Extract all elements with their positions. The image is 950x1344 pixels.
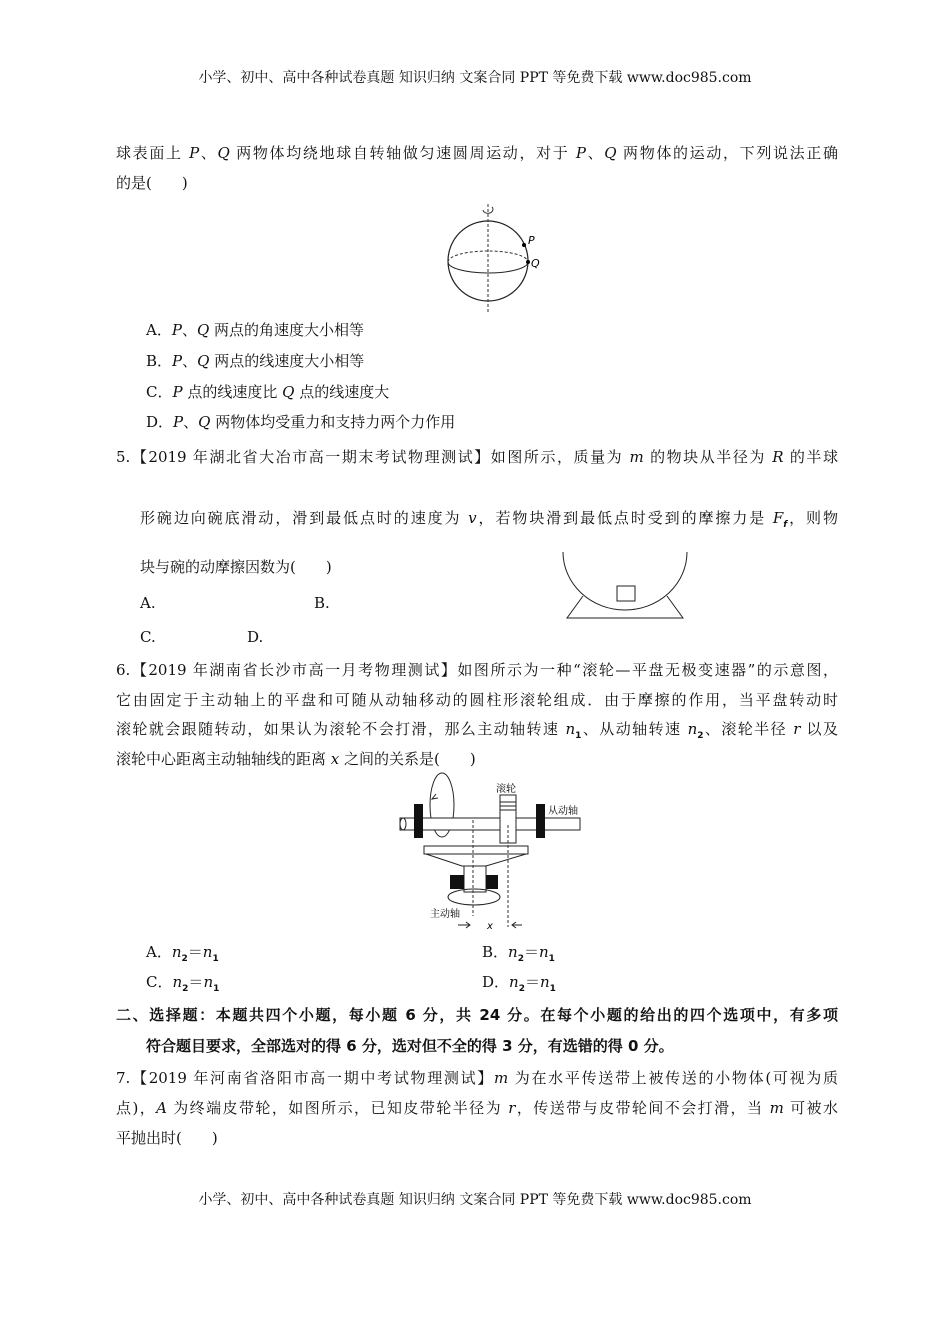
cvt-figure xyxy=(390,770,600,940)
driven-shaft-label: 从动轴 xyxy=(548,806,578,817)
point-p-label: P xyxy=(528,234,535,247)
point-q-label: Q xyxy=(531,257,540,270)
q5-option-c[interactable]: C. xyxy=(140,628,156,646)
text-segment: 2 xyxy=(518,984,525,994)
math-variable: r xyxy=(793,720,801,738)
math-variable: m xyxy=(769,1099,784,1117)
math-variable: Q xyxy=(282,383,295,401)
q6-option-b[interactable] xyxy=(482,942,555,969)
text-segment: 两物体的运动，下列说法正确 xyxy=(616,144,838,162)
q5-stem-line xyxy=(140,508,838,535)
math-variable: f xyxy=(783,520,788,530)
text-segment: 以及 xyxy=(800,720,838,738)
text-segment: ，若物块滑到最低点时受到的摩擦力是 xyxy=(476,509,773,527)
text-segment: 1 xyxy=(548,954,555,964)
math-variable: P xyxy=(172,383,183,401)
math-variable: r xyxy=(508,1099,516,1117)
text-segment: 为终端皮带轮，如图所示，已知皮带轮半径为 xyxy=(167,1099,509,1117)
math-variable: Q xyxy=(604,144,617,162)
q5-option-b[interactable]: B. xyxy=(314,594,330,612)
driving-shaft-label: 主动轴 xyxy=(430,909,460,920)
text-segment: 、 xyxy=(183,413,199,431)
q6-option-d[interactable] xyxy=(482,972,556,999)
math-variable: m xyxy=(629,448,644,466)
math-variable: n xyxy=(539,973,550,991)
page-footer: 小学、初中、高中各种试卷真题 知识归纳 文案合同 PPT 等免费下载 www.doc985.com xyxy=(198,1192,752,1208)
math-variable: n xyxy=(172,973,183,991)
text-segment: 6.【2019 年湖南省长沙市高一月考物理测试】如图所示为一种“滚轮—平盘无极变速器”的示意图， xyxy=(116,661,838,679)
text-segment: 的是( ) xyxy=(116,174,188,192)
math-variable: n xyxy=(171,943,182,961)
text-segment: 、 xyxy=(181,321,197,339)
q7-stem-line xyxy=(116,1128,218,1148)
text-segment: 、滚轮半径 xyxy=(703,720,794,738)
bowl-figure xyxy=(555,550,695,620)
text-segment: 点的线速度大 xyxy=(294,383,390,401)
section-heading xyxy=(116,1005,838,1025)
q6-stem-line xyxy=(116,749,476,769)
page-header: 小学、初中、高中各种试卷真题 知识归纳 文案合同 PPT 等免费下载 www.doc985.com xyxy=(198,70,752,86)
text-segment: A． xyxy=(146,943,172,961)
math-variable: A xyxy=(156,1099,168,1117)
text-segment: 形碗边向碗底滑动，滑到最低点时的速度为 xyxy=(140,509,469,527)
text-segment: ，传送带与皮带轮间不会打滑，当 xyxy=(515,1099,770,1117)
text-segment: 点)， xyxy=(116,1099,157,1117)
globe-figure xyxy=(440,200,550,315)
text-segment: 、 xyxy=(182,352,198,370)
math-variable: R xyxy=(772,448,784,466)
text-segment: 1 xyxy=(213,984,220,994)
text-segment: B． xyxy=(146,352,173,370)
text-segment: 块与碗的动摩擦因数为( ) xyxy=(140,558,332,576)
text-segment: C． xyxy=(146,973,173,991)
math-variable: P xyxy=(171,321,182,339)
text-segment: ＝ xyxy=(188,973,204,991)
math-variable: n xyxy=(203,973,214,991)
text-segment: 1 xyxy=(575,731,582,741)
math-variable: n xyxy=(687,720,698,738)
text-segment: 二、选择题：本题共四个小题，每小题 6 分，共 24 分。在每个小题的给出的四个选项中，有多项 xyxy=(116,1006,838,1024)
q4-option-d[interactable] xyxy=(146,412,455,432)
text-segment: 的物块从半径为 xyxy=(643,448,773,466)
text-segment: D． xyxy=(482,973,510,991)
text-segment: 为在水平传送带上被传送的小物体(可视为质 xyxy=(508,1069,838,1087)
q5-option-a[interactable]: A. xyxy=(140,594,156,612)
math-variable: x xyxy=(330,750,340,768)
text-segment: D． xyxy=(146,413,174,431)
math-variable: n xyxy=(508,943,518,961)
text-segment: 符合题目要求，全部选对的得 6 分，选对但不全的得 3 分，有选错的得 0 分。 xyxy=(146,1037,674,1055)
roller-label: 滚轮 xyxy=(496,784,516,795)
text-segment: 滚轮中心距离主动轴轴线的距离 xyxy=(116,750,331,768)
text-segment: C． xyxy=(146,383,173,401)
text-segment: 两点的角速度大小相等 xyxy=(209,321,365,339)
math-variable: P xyxy=(173,413,184,431)
text-segment: 球表面上 xyxy=(116,144,190,162)
text-segment: 、 xyxy=(585,144,605,162)
text-segment: ，则物 xyxy=(787,509,838,527)
math-variable: P xyxy=(189,144,200,162)
text-segment: ＝ xyxy=(523,943,539,961)
math-variable: n xyxy=(509,973,519,991)
text-segment: 1 xyxy=(212,954,219,964)
q4-option-a[interactable] xyxy=(146,320,364,340)
q7-stem-line xyxy=(116,1068,838,1088)
q6-stem-line xyxy=(116,719,838,746)
text-segment: 平抛出时( ) xyxy=(116,1129,218,1147)
math-variable: P xyxy=(172,352,183,370)
math-variable: m xyxy=(494,1069,509,1087)
text-segment: ＝ xyxy=(187,943,203,961)
text-segment: 之间的关系是( ) xyxy=(339,750,476,768)
text-segment: 它由固定于主动轴上的平盘和可随从动轴移动的圆柱形滚轮组成．由于摩擦的作用，当平盘转动时 xyxy=(116,691,838,709)
text-segment: 2 xyxy=(182,984,189,994)
math-variable: Q xyxy=(198,413,211,431)
q4-option-b[interactable] xyxy=(146,351,364,371)
text-segment: 1 xyxy=(549,984,556,994)
math-variable: n xyxy=(538,943,549,961)
q5-option-d[interactable]: D. xyxy=(247,628,264,646)
text-segment: 两物体均受重力和支持力两个力作用 xyxy=(210,413,456,431)
q5-stem-line xyxy=(116,447,838,467)
text-segment: 5.【2019 年湖北省大冶市高一期末考试物理测试】如图所示，质量为 xyxy=(116,448,630,466)
text-segment: 2 xyxy=(517,954,524,964)
math-variable: F xyxy=(772,509,784,527)
text-segment: ＝ xyxy=(524,973,540,991)
section-instructions xyxy=(146,1036,674,1056)
text-segment: 的半球 xyxy=(783,448,838,466)
distance-x-label: x xyxy=(487,921,493,932)
text-segment: 可被水 xyxy=(783,1099,838,1117)
q6-stem-line xyxy=(116,660,838,680)
q6-stem-line xyxy=(116,690,838,710)
q7-stem-line xyxy=(116,1098,838,1118)
text-segment: 两物体均绕地球自转轴做匀速圆周运动，对于 xyxy=(229,144,576,162)
text-segment: 2 xyxy=(181,954,188,964)
math-variable: Q xyxy=(217,144,230,162)
q6-option-c[interactable] xyxy=(146,972,219,999)
math-variable: n xyxy=(565,720,576,738)
math-variable: P xyxy=(575,144,586,162)
text-segment: B． xyxy=(482,943,509,961)
q4-stem-line xyxy=(116,173,188,193)
text-segment: 两点的线速度大小相等 xyxy=(209,352,365,370)
text-segment: A． xyxy=(146,321,172,339)
math-variable: Q xyxy=(196,321,210,339)
q4-stem-line xyxy=(116,143,838,163)
text-segment: 7.【2019 年河南省洛阳市高一期中考试物理测试】 xyxy=(116,1069,495,1087)
math-variable: v xyxy=(468,509,477,527)
q6-option-a[interactable] xyxy=(146,942,219,969)
text-segment: 、从动轴转速 xyxy=(581,720,688,738)
q5-stem-line xyxy=(140,557,332,577)
text-segment: 、 xyxy=(199,144,218,162)
text-segment: 滚轮就会跟随转动，如果认为滚轮不会打滑，那么主动轴转速 xyxy=(116,720,566,738)
q4-option-c[interactable] xyxy=(146,382,389,402)
text-segment: 2 xyxy=(697,731,704,741)
text-segment: 点的线速度比 xyxy=(182,383,283,401)
math-variable: n xyxy=(202,943,213,961)
math-variable: Q xyxy=(197,352,210,370)
